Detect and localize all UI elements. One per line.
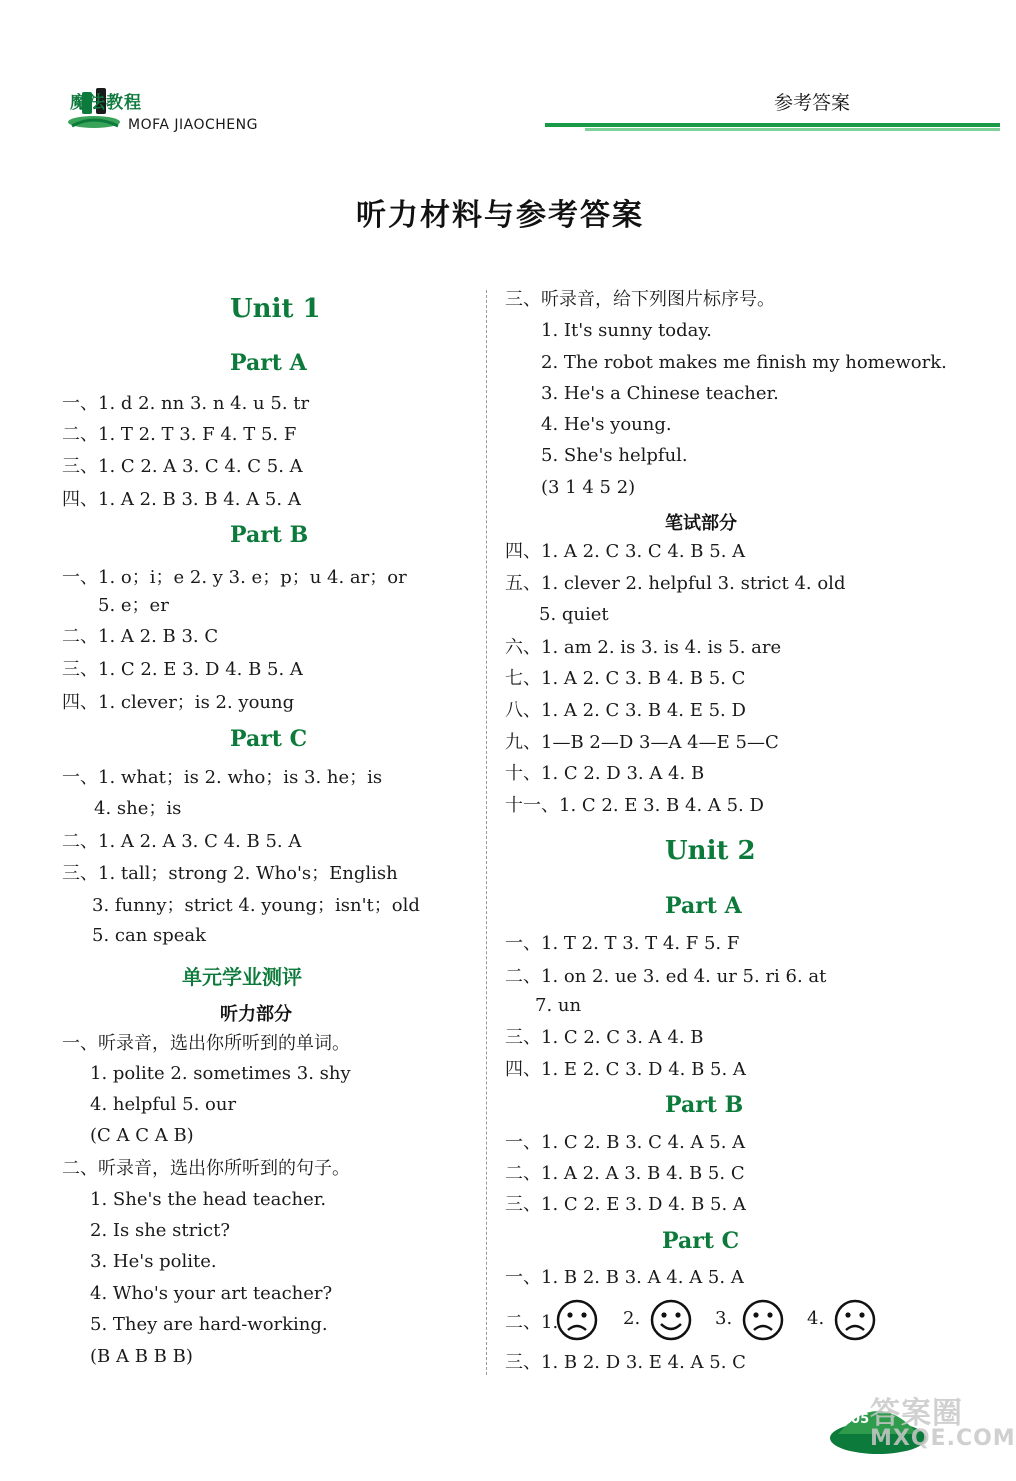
- watermark-url: MXQE.COM: [870, 1426, 1016, 1451]
- answer-line: 八、1. A 2. C 3. B 4. E 5. D: [505, 700, 746, 721]
- listening-heading: 听力部分: [220, 1004, 292, 1025]
- face-label: 4.: [807, 1308, 825, 1329]
- answer-line: 二、1. T 2. T 3. F 4. T 5. F: [62, 424, 297, 445]
- answer-line: 四、1. E 2. C 3. D 4. B 5. A: [505, 1059, 746, 1080]
- header-section-label: 参考答案: [773, 92, 850, 114]
- answer-line: 三、1. tall；strong 2. Who's；English: [62, 863, 398, 884]
- answer-line: 4. she；is: [94, 798, 182, 819]
- answer-line: 1. polite 2. sometimes 3. shy: [90, 1063, 351, 1084]
- sad-face-icon: [741, 1298, 785, 1342]
- answer-line: 二、1. on 2. ue 3. ed 4. ur 5. ri 6. at: [505, 966, 827, 987]
- answer-line: 四、1. A 2. C 3. C 4. B 5. A: [505, 541, 746, 562]
- answer-line: 2. The robot makes me finish my homework.: [541, 352, 947, 373]
- unit-2-heading: Unit 2: [665, 836, 756, 866]
- unit-2-part-b-heading: Part B: [665, 1092, 744, 1118]
- question-prompt: 一、听录音，选出你所听到的单词。: [62, 1033, 350, 1054]
- answer-line: 4. helpful 5. our: [90, 1094, 237, 1115]
- answer-line: 一、1. d 2. nn 3. n 4. u 5. tr: [62, 393, 310, 414]
- answer-line: 三、1. C 2. E 3. D 4. B 5. A: [505, 1194, 746, 1215]
- answer-line: 2. Is she strict?: [90, 1220, 230, 1241]
- page-title: 听力材料与参考答案: [356, 198, 644, 233]
- answer-line: (B A B B B): [90, 1346, 193, 1367]
- answer-line: 一、1. C 2. B 3. C 4. A 5. A: [505, 1132, 746, 1153]
- logo-chinese: 魔法教程: [70, 93, 142, 113]
- answer-line: 5. e；er: [98, 595, 169, 616]
- logo-english: MOFA JIAOCHENG: [128, 117, 258, 133]
- face-label: 2.: [623, 1308, 641, 1329]
- answer-line: 三、1. C 2. A 3. C 4. C 5. A: [62, 456, 303, 477]
- answer-line: 九、1—B 2—D 3—A 4—E 5—C: [505, 732, 779, 753]
- answer-line: 1. It's sunny today.: [541, 320, 712, 341]
- written-heading: 笔试部分: [665, 513, 737, 534]
- unit-test-heading: 单元学业测评: [182, 965, 302, 989]
- face-label: 二、1.: [505, 1312, 559, 1333]
- answer-line: 一、1. B 2. B 3. A 4. A 5. A: [505, 1267, 744, 1288]
- answer-line: 一、1. o；i；e 2. y 3. e；p；u 4. ar；or: [62, 567, 407, 588]
- question-prompt: 二、听录音，选出你所听到的句子。: [62, 1158, 350, 1179]
- face-label: 3.: [715, 1308, 733, 1329]
- unit-1-part-a-heading: Part A: [230, 350, 307, 376]
- answer-line: 1. She's the head teacher.: [90, 1189, 327, 1210]
- question-prompt: 三、听录音，给下列图片标序号。: [505, 289, 775, 310]
- answer-line: 十、1. C 2. D 3. A 4. B: [505, 763, 705, 784]
- answer-line: 一、1. what；is 2. who；is 3. he；is: [62, 767, 383, 788]
- answer-line: 十一、1. C 2. E 3. B 4. A 5. D: [505, 795, 764, 816]
- sad-face-icon: [833, 1298, 877, 1342]
- answer-line: 一、1. T 2. T 3. T 4. F 5. F: [505, 933, 740, 954]
- answer-line: (C A C A B): [90, 1125, 194, 1146]
- page-header: [0, 0, 1000, 150]
- answer-line: 5. can speak: [92, 925, 207, 946]
- page-number: 205: [842, 1412, 870, 1427]
- sad-face-icon: [555, 1298, 599, 1342]
- header-rule: [545, 123, 1000, 133]
- unit-2-part-c-heading: Part C: [662, 1228, 740, 1254]
- answer-line: 三、1. C 2. E 3. D 4. B 5. A: [62, 659, 303, 680]
- answer-line: 5. She's helpful.: [541, 445, 688, 466]
- answer-line: 4. He's young.: [541, 414, 672, 435]
- face-answers: [505, 1298, 925, 1342]
- answer-line: 5. They are hard-working.: [90, 1314, 328, 1335]
- answer-line: 三、1. C 2. C 3. A 4. B: [505, 1027, 704, 1048]
- answer-line: 3. He's polite.: [90, 1251, 217, 1272]
- answer-line: 七、1. A 2. C 3. B 4. B 5. C: [505, 668, 746, 689]
- answer-line: 六、1. am 2. is 3. is 4. is 5. are: [505, 637, 782, 658]
- unit-1-part-c-heading: Part C: [230, 726, 308, 752]
- answer-line: 二、1. A 2. B 3. C: [62, 626, 219, 647]
- answer-line: 四、1. clever；is 2. young: [62, 692, 295, 713]
- unit-2-part-a-heading: Part A: [665, 893, 742, 919]
- unit-1-part-b-heading: Part B: [230, 522, 309, 548]
- answer-line: (3 1 4 5 2): [541, 477, 636, 498]
- answer-line: 二、1. A 2. A 3. C 4. B 5. A: [62, 831, 302, 852]
- unit-1-heading: Unit 1: [230, 294, 321, 324]
- watermark-text: 答案圈: [870, 1396, 963, 1431]
- answer-line: 五、1. clever 2. helpful 3. strict 4. old: [505, 573, 846, 594]
- column-divider: [486, 290, 487, 1375]
- answer-line: 4. Who's your art teacher?: [90, 1283, 333, 1304]
- happy-face-icon: [649, 1298, 693, 1342]
- answer-line: 3. He's a Chinese teacher.: [541, 383, 779, 404]
- answer-line: 二、1. A 2. A 3. B 4. B 5. C: [505, 1163, 745, 1184]
- answer-line: 5. quiet: [539, 604, 609, 625]
- answer-line: 三、1. B 2. D 3. E 4. A 5. C: [505, 1352, 746, 1373]
- answer-line: 3. funny；strict 4. young；isn't；old: [92, 895, 420, 916]
- answer-line: 四、1. A 2. B 3. B 4. A 5. A: [62, 489, 301, 510]
- answer-line: 7. un: [535, 995, 582, 1016]
